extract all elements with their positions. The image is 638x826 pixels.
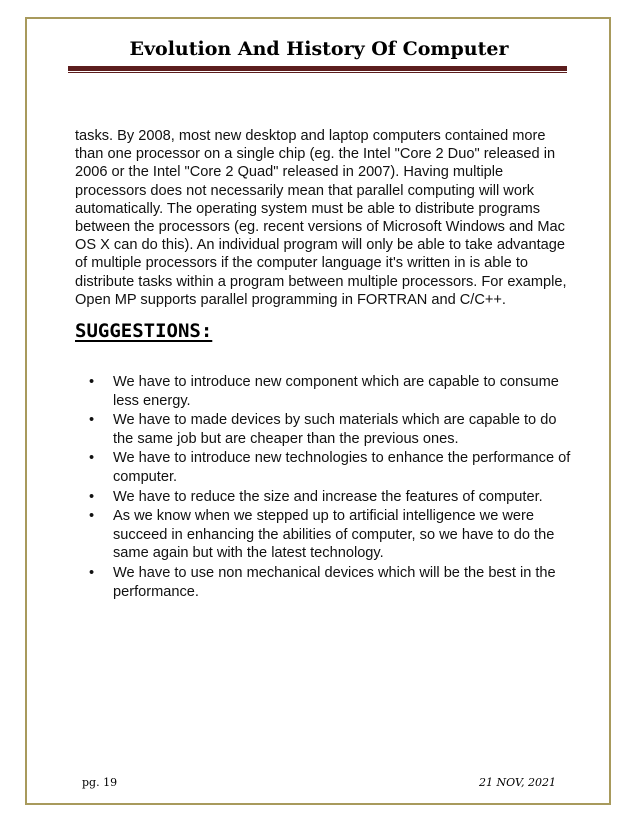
header-rule-thin	[68, 72, 567, 73]
list-item	[86, 373, 571, 410]
footer-page-number: pg. 19	[82, 776, 118, 789]
suggestions-list	[86, 373, 571, 602]
bullet-icon: •	[89, 450, 95, 467]
bullet-icon: •	[89, 374, 95, 390]
list-item	[86, 449, 571, 486]
bullet-icon: •	[89, 488, 95, 505]
bullet-icon: •	[89, 412, 95, 429]
list-item-text: As we know when we stepped up to artificial intelligence we were succeed in enhancing the abilities of computer, so we have to do the same again but with the latest technology.	[113, 508, 555, 562]
list-item-text: We have to reduce the size and increase the features of computer.	[113, 488, 543, 505]
list-item-text: We have to use non mechanical devices which will be the best in the performance.	[113, 564, 556, 600]
page-header-title: Evolution And History Of Computer	[129, 38, 509, 60]
footer-date: 21 NOV, 2021	[479, 776, 556, 789]
list-item	[86, 564, 571, 601]
body-paragraph: tasks. By 2008, most new desktop and laptop computers contained more than one processor on a single chip (eg. the Intel "Core 2 Duo" released in 2006 or the Intel "Core 2 Quad" released in 2007). Having multiple processors does not necessarily mean that parallel computing will work automatically. The operating system must be able to distribute programs between the processors (eg. recent versions of Microsoft Windows and Mac OS X can do this). An individual program will only be able to take advantage of multiple processors if the computer language it's written in is able to distribute tasks within a program between multiple processors. For example, Open MP supports parallel programming in FORTRAN and C/C++.	[75, 128, 567, 308]
list-item-text: We have to introduce new technologies to enhance the performance of computer.	[113, 450, 571, 485]
suggestions-heading: SUGGESTIONS:	[75, 320, 213, 342]
bullet-icon: •	[89, 564, 95, 581]
list-item	[86, 507, 571, 563]
bullet-icon: •	[89, 508, 95, 525]
list-item	[86, 411, 571, 448]
list-item-text: We have to introduce new component which are capable to consume less energy.	[113, 374, 559, 409]
list-item	[86, 488, 571, 507]
list-item-text: We have to made devices by such materials which are capable to do the same job but are cheaper than the previous ones.	[113, 412, 557, 447]
header-rule	[68, 66, 567, 71]
